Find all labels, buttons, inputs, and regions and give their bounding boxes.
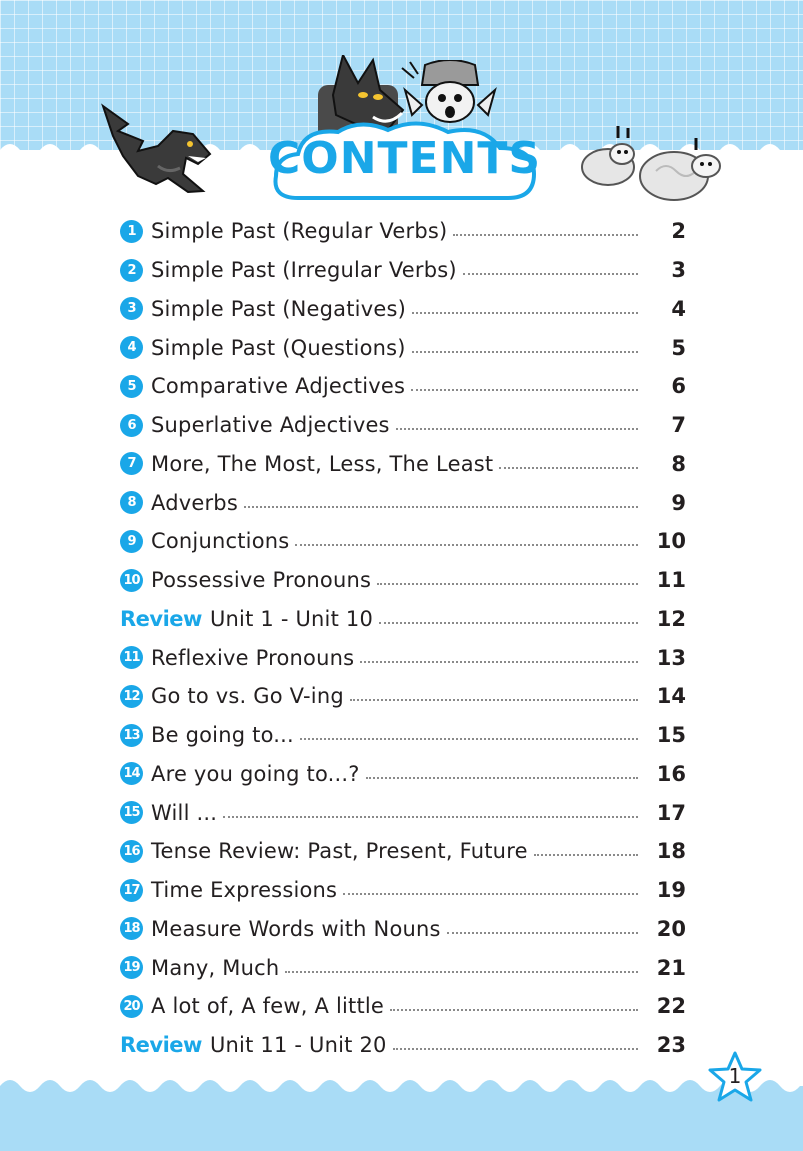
toc-page-number: 21: [656, 955, 686, 980]
toc-row: [120, 677, 686, 716]
toc-entry-title: Simple Past (Regular Verbs): [151, 219, 448, 244]
toc-page-number: 19: [656, 878, 686, 903]
dot-leader: [350, 699, 638, 701]
footer-band: [0, 1092, 803, 1151]
unit-number-badge: 16: [120, 840, 143, 863]
unit-number-badge: 20: [120, 995, 143, 1018]
toc-entry-title: Many, Much: [151, 955, 280, 980]
unit-number-badge: 8: [120, 491, 143, 514]
toc-page-number: 16: [656, 761, 686, 786]
toc-row: [120, 948, 686, 987]
toc-entry-title: Unit 11 - Unit 20: [209, 1033, 387, 1058]
toc-entry-title: Tense Review: Past, Present, Future: [151, 839, 528, 864]
toc-row: [120, 483, 686, 522]
dot-leader: [379, 622, 638, 624]
dot-leader: [343, 893, 638, 895]
toc-row: [120, 871, 686, 910]
dot-leader: [393, 1048, 638, 1050]
unit-number-badge: 3: [120, 297, 143, 320]
toc-page-number: 17: [656, 800, 686, 825]
dot-leader: [223, 816, 638, 818]
toc-row: [120, 716, 686, 755]
toc-entry-title: Go to vs. Go V-ing: [151, 684, 344, 709]
unit-number-badge: 14: [120, 762, 143, 785]
unit-number-badge: 18: [120, 917, 143, 940]
dot-leader: [300, 738, 638, 740]
page-number: 1: [728, 1064, 742, 1088]
unit-number-badge: 11: [120, 646, 143, 669]
dot-leader: [412, 351, 638, 353]
unit-number-badge: 17: [120, 879, 143, 902]
toc-entry-title: Comparative Adjectives: [151, 374, 406, 399]
toc-entry-title: Are you going to...?: [151, 761, 360, 786]
toc-review-row: [120, 1026, 686, 1065]
toc-row: [120, 367, 686, 406]
unit-number-badge: 5: [120, 375, 143, 398]
toc-entry-title: Reflexive Pronouns: [151, 645, 355, 670]
toc-entry-title: Adverbs: [151, 490, 238, 515]
toc-review-row: [120, 600, 686, 639]
dot-leader: [366, 777, 638, 779]
toc-entry-title: Simple Past (Questions): [151, 335, 406, 360]
toc-entry-title: Will ...: [151, 800, 218, 825]
toc-entry-title: More, The Most, Less, The Least: [151, 451, 494, 476]
unit-number-badge: 7: [120, 452, 143, 475]
running-wolf-illustration: [98, 96, 218, 196]
toc-page-number: 2: [671, 219, 686, 244]
toc-page-number: 7: [671, 413, 686, 438]
dot-leader: [396, 428, 638, 430]
toc-page-number: 3: [671, 258, 686, 283]
toc-row: [120, 832, 686, 871]
toc-row: [120, 910, 686, 949]
dot-leader: [499, 467, 638, 469]
toc-page-number: 5: [671, 335, 686, 360]
dot-leader: [534, 854, 638, 856]
toc-row: [120, 251, 686, 290]
sheep-illustration: [578, 122, 644, 192]
toc-entry-title: Simple Past (Negatives): [151, 296, 406, 321]
toc-row: [120, 445, 686, 484]
dot-leader: [390, 1009, 638, 1011]
toc-row: [120, 561, 686, 600]
unit-number-badge: 4: [120, 336, 143, 359]
toc-entry-title: A lot of, A few, A little: [151, 994, 385, 1019]
toc-entry-title: Measure Words with Nouns: [151, 916, 441, 941]
toc-row: [120, 793, 686, 832]
unit-number-badge: 12: [120, 685, 143, 708]
review-label: Review: [120, 1033, 202, 1058]
dot-leader: [360, 661, 638, 663]
toc-entry-title: Be going to...: [151, 723, 294, 748]
toc-entry-title: Superlative Adjectives: [151, 413, 390, 438]
unit-number-badge: 6: [120, 414, 143, 437]
dot-leader: [463, 273, 638, 275]
toc-row: [120, 328, 686, 367]
toc-row: [120, 212, 686, 251]
unit-number-badge: 15: [120, 801, 143, 824]
unit-number-badge: 13: [120, 724, 143, 747]
toc-page-number: 11: [656, 568, 686, 593]
toc-row: [120, 638, 686, 677]
toc-row: [120, 406, 686, 445]
toc-row: [120, 987, 686, 1026]
toc-page-number: 13: [656, 645, 686, 670]
toc-page-number: 15: [656, 723, 686, 748]
dot-leader: [295, 544, 638, 546]
toc-page-number: 6: [671, 374, 686, 399]
toc-page-number: 4: [671, 296, 686, 321]
toc-page-number: 23: [656, 1033, 686, 1058]
review-label: Review: [120, 606, 202, 631]
page-title: CONTENTS: [268, 133, 542, 184]
toc-page-number: 20: [656, 916, 686, 941]
toc-row: [120, 755, 686, 794]
toc-page-number: 8: [671, 451, 686, 476]
unit-number-badge: 9: [120, 530, 143, 553]
dot-leader: [411, 389, 638, 391]
sheep-illustration: [636, 136, 726, 206]
table-of-contents: [120, 212, 686, 1065]
toc-entry-title: Conjunctions: [151, 529, 290, 554]
dot-leader: [447, 932, 638, 934]
dot-leader: [244, 506, 638, 508]
toc-page-number: 12: [656, 606, 686, 631]
toc-page-number: 14: [656, 684, 686, 709]
toc-entry-title: Time Expressions: [151, 878, 338, 903]
toc-row: [120, 522, 686, 561]
toc-page-number: 22: [656, 994, 686, 1019]
toc-page-number: 9: [671, 490, 686, 515]
unit-number-badge: 10: [120, 569, 143, 592]
dot-leader: [412, 312, 638, 314]
toc-entry-title: Possessive Pronouns: [151, 568, 372, 593]
unit-number-badge: 19: [120, 956, 143, 979]
dot-leader: [453, 234, 638, 236]
toc-page-number: 10: [656, 529, 686, 554]
toc-entry-title: Simple Past (Irregular Verbs): [151, 258, 457, 283]
dot-leader: [285, 971, 638, 973]
dot-leader: [377, 583, 638, 585]
toc-entry-title: Unit 1 - Unit 10: [209, 606, 374, 631]
toc-row: [120, 290, 686, 329]
unit-number-badge: 1: [120, 220, 143, 243]
toc-page-number: 18: [656, 839, 686, 864]
unit-number-badge: 2: [120, 259, 143, 282]
